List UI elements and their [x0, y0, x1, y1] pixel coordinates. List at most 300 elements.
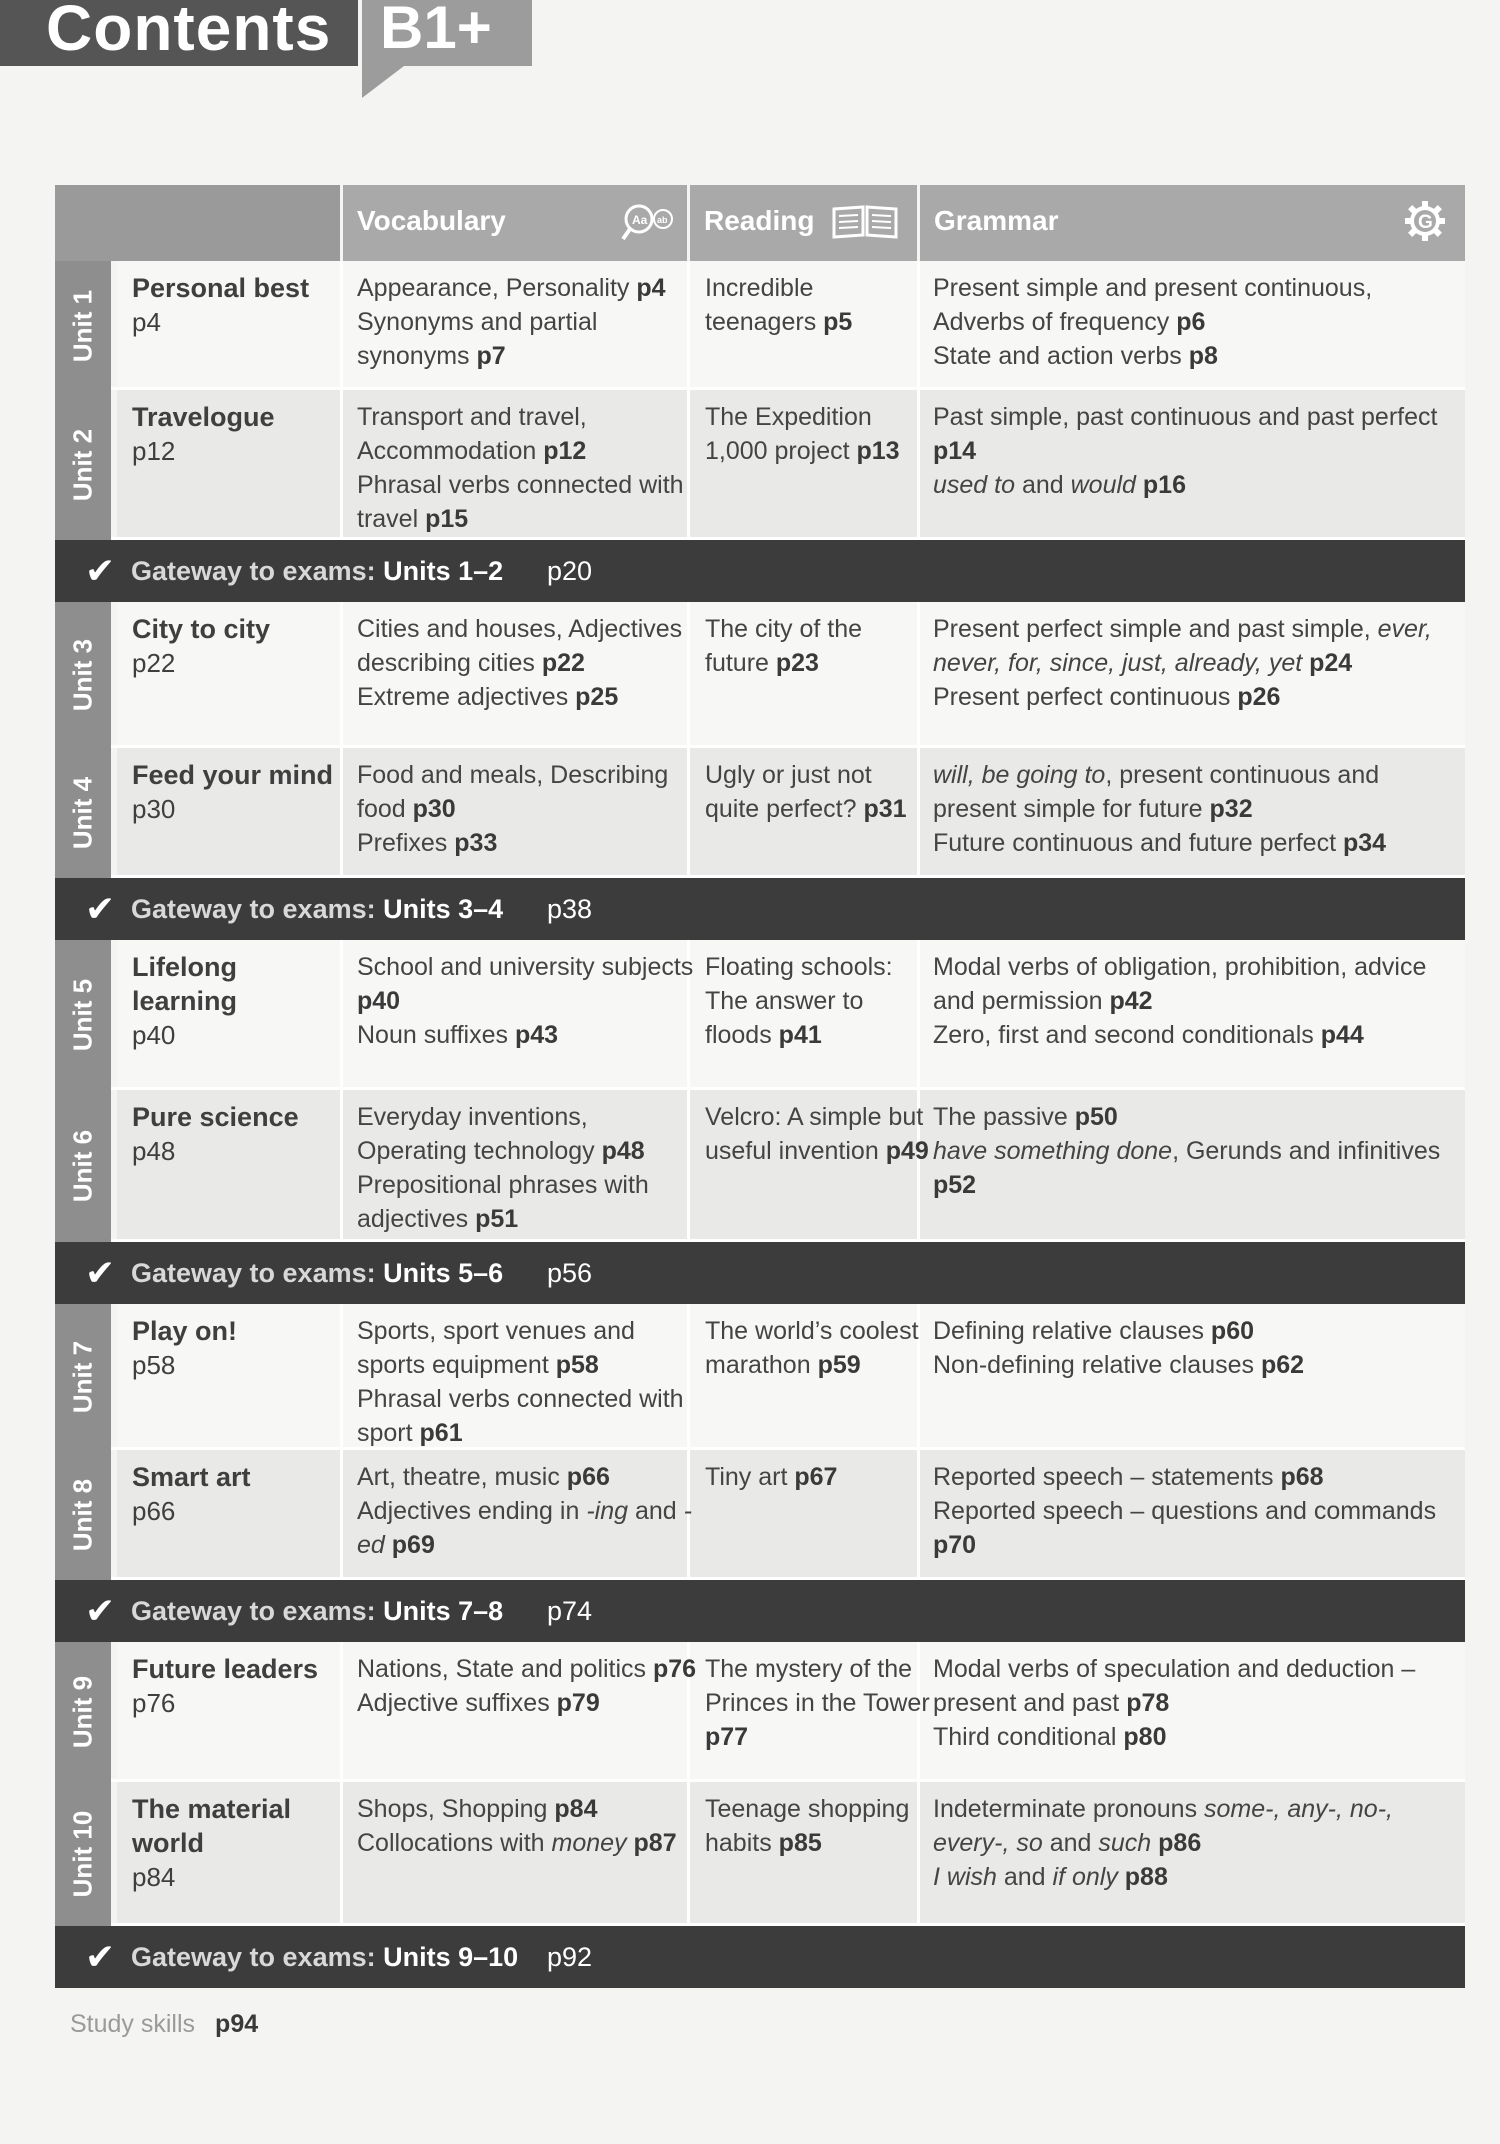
entry-text: Appearance, Personality	[357, 274, 637, 302]
page-reference: p14	[933, 437, 977, 465]
entry-text: Present perfect continuous	[933, 683, 1238, 711]
page-reference: p68	[1280, 1463, 1324, 1491]
page-reference: p50	[1074, 1103, 1118, 1131]
entry-text: Prepositional phrases with adjectives	[357, 1171, 649, 1233]
vocabulary-cell	[357, 1792, 697, 1860]
unit-page: p30	[132, 794, 176, 824]
book-icon	[830, 199, 900, 243]
entry-text: Incredible teenagers	[705, 274, 824, 336]
page-reference: p33	[454, 829, 498, 857]
unit-row	[55, 1450, 1465, 1580]
page-reference: p85	[778, 1829, 822, 1857]
unit-row	[55, 748, 1465, 878]
page-reference: p23	[775, 649, 819, 677]
entry-text: Transport and travel, Accommodation	[357, 403, 587, 465]
entry-line	[933, 950, 1458, 1018]
page-reference: p7	[476, 342, 506, 370]
entry-text: I wish	[933, 1863, 997, 1891]
entry-text: Reported speech – questions and commands	[933, 1497, 1437, 1525]
svg-text:Aa: Aa	[632, 213, 648, 227]
entry-text: and	[996, 1863, 1053, 1891]
entry-text: Defining relative clauses	[933, 1317, 1211, 1345]
entry-line	[705, 1314, 930, 1382]
page-reference: p12	[543, 437, 587, 465]
entry-line	[357, 1314, 697, 1382]
entry-line	[933, 1652, 1458, 1720]
unit-tab	[55, 940, 111, 1090]
entry-text: Art, theatre, music	[357, 1463, 567, 1491]
entry-text: have something done	[933, 1137, 1173, 1165]
vocabulary-cell	[357, 612, 697, 714]
check-icon: ✔	[85, 1936, 116, 1977]
entry-text: Sports, sport venues and sports equipment	[357, 1317, 635, 1379]
unit-title-cell	[132, 271, 337, 339]
page-reference: p31	[863, 795, 907, 823]
entry-text: Noun suffixes	[357, 1021, 515, 1049]
entry-line	[357, 826, 697, 860]
unit-name: Play on!	[132, 1316, 238, 1346]
entry-line	[357, 468, 697, 536]
column-header-reading-label: Reading	[704, 205, 815, 236]
entry-line	[933, 1348, 1458, 1382]
entry-text: Food and meals, Describing food	[357, 761, 669, 823]
reading-cell	[705, 1314, 930, 1382]
entry-line	[933, 1494, 1458, 1562]
entry-text: would	[1070, 471, 1136, 499]
gateway-page: p20	[547, 556, 593, 586]
page-reference: p4	[636, 274, 666, 302]
unit-page: p66	[132, 1496, 176, 1526]
gateway-label	[131, 1580, 503, 1642]
unit-title-cell	[132, 1792, 337, 1894]
entry-text: The Expedition 1,000 project	[705, 403, 872, 465]
gateway-to-exams-bar	[55, 1926, 1465, 1988]
page-reference: p61	[419, 1419, 463, 1447]
unit-tab	[55, 390, 111, 540]
reading-cell	[705, 612, 930, 680]
entry-text: Adjective suffixes	[357, 1689, 557, 1717]
reading-cell	[705, 1792, 930, 1860]
entry-text: Present perfect simple and past simple,	[933, 615, 1378, 643]
gateway-to-exams-bar	[55, 1242, 1465, 1304]
entry-line	[933, 468, 1458, 502]
entry-text: Shops, Shopping	[357, 1795, 555, 1823]
unit-tab	[55, 1782, 111, 1926]
unit-page: p12	[132, 436, 176, 466]
unit-page: p4	[132, 307, 161, 337]
vocabulary-cell	[357, 950, 697, 1052]
page-reference: p48	[601, 1137, 645, 1165]
page-reference: p66	[566, 1463, 610, 1491]
grammar-cell	[933, 950, 1458, 1052]
entry-text: Future continuous and future perfect	[933, 829, 1343, 857]
unit-title-cell	[132, 612, 337, 680]
entry-text: Present simple and present continuous, Adverbs of frequency	[933, 274, 1373, 336]
entry-line	[933, 612, 1458, 680]
gateway-label-text: Gateway to exams:	[131, 556, 384, 586]
entry-line	[933, 1720, 1458, 1754]
gateway-units: Units 5–6	[383, 1258, 504, 1288]
page-reference: p78	[1126, 1689, 1170, 1717]
entry-text: Non-defining relative clauses	[933, 1351, 1261, 1379]
column-divider	[340, 940, 343, 1090]
reading-cell	[705, 400, 930, 468]
gateway-label	[131, 540, 503, 602]
entry-text: The world’s coolest marathon	[705, 1317, 919, 1379]
unit-tab-label: Unit 10	[67, 1810, 98, 1898]
column-divider	[340, 748, 343, 878]
entry-text: will, be going to	[933, 761, 1106, 789]
svg-text:ab: ab	[657, 215, 668, 225]
study-skills-page: p94	[215, 2010, 259, 2038]
page-reference: p77	[705, 1723, 749, 1751]
entry-line	[357, 950, 697, 1018]
entry-line	[357, 1652, 697, 1686]
entry-text: -ed	[357, 1497, 692, 1559]
check-icon: ✔	[85, 888, 116, 929]
gateway-page: p38	[547, 894, 593, 924]
unit-tab-label: Unit 6	[67, 1129, 98, 1203]
vocabulary-cell	[357, 1314, 697, 1450]
entry-text: money	[551, 1829, 627, 1857]
unit-tab	[55, 1304, 111, 1450]
gateway-to-exams-bar	[55, 1580, 1465, 1642]
entry-text: used to	[933, 471, 1016, 499]
level-label: B1+	[380, 0, 492, 61]
page-reference: p49	[885, 1137, 929, 1165]
entry-line	[357, 400, 697, 468]
column-header-reading	[690, 185, 917, 261]
gateway-label-text: Gateway to exams:	[131, 1942, 384, 1972]
unit-row	[55, 390, 1465, 540]
page-reference: p44	[1320, 1021, 1364, 1049]
entry-text: Extreme adjectives	[357, 683, 576, 711]
unit-tab-label: Unit 3	[67, 638, 98, 712]
page-reference: p13	[856, 437, 900, 465]
grammar-cell	[933, 271, 1458, 373]
unit-tab-label: Unit 9	[67, 1675, 98, 1749]
entry-text: Phrasal verbs connected with travel	[357, 471, 684, 533]
entry-text: , present continuous and present simple for future	[933, 761, 1380, 823]
page-reference: p80	[1123, 1723, 1167, 1751]
entry-line	[357, 1826, 697, 1860]
entry-text: and	[1042, 1829, 1099, 1857]
entry-line	[933, 1792, 1458, 1860]
entry-text	[1136, 471, 1143, 499]
gateway-units: Units 9–10	[383, 1942, 519, 1972]
column-divider	[340, 1304, 343, 1450]
unit-title-cell	[132, 1100, 337, 1168]
entry-line	[357, 758, 697, 826]
svg-text:G: G	[1418, 212, 1433, 233]
grammar-cell	[933, 1100, 1458, 1202]
page-reference: p25	[575, 683, 619, 711]
unit-row	[55, 1782, 1465, 1926]
column-divider	[340, 1642, 343, 1782]
entry-text: ever, never, for, since, just, already, yet	[933, 615, 1432, 677]
grammar-cell	[933, 612, 1458, 714]
entry-line	[357, 1100, 697, 1168]
unit-name: Future leaders	[132, 1654, 319, 1684]
entry-text	[385, 1531, 392, 1559]
entry-text: Adjectives ending in	[357, 1497, 587, 1525]
entry-line	[357, 271, 697, 305]
vocabulary-cell	[357, 1100, 697, 1236]
unit-tab-label: Unit 7	[67, 1340, 98, 1414]
entry-text: Reported speech – statements	[933, 1463, 1281, 1491]
entry-text: Modal verbs of speculation and deduction – present and past	[933, 1655, 1416, 1717]
entry-text: The mystery of the Princes in the Tower	[705, 1655, 930, 1717]
gateway-label-text: Gateway to exams:	[131, 1258, 384, 1288]
entry-text: State and action verbs	[933, 342, 1189, 370]
entry-text: and	[628, 1497, 684, 1525]
gateway-label-text: Gateway to exams:	[131, 1596, 384, 1626]
unit-page: p84	[132, 1862, 176, 1892]
unit-page: p58	[132, 1350, 176, 1380]
page-title: Contents	[46, 0, 332, 64]
gateway-to-exams-bar	[55, 540, 1465, 602]
unit-page: p76	[132, 1688, 176, 1718]
entry-text: Velcro: A simple but useful invention	[705, 1103, 924, 1165]
entry-line	[357, 1792, 697, 1826]
entry-line	[357, 1018, 697, 1052]
entry-line	[933, 1314, 1458, 1348]
unit-row	[55, 1642, 1465, 1782]
gateway-page: p74	[547, 1596, 593, 1626]
page-reference: p76	[653, 1655, 697, 1683]
column-divider	[340, 261, 343, 390]
entry-text: Ugly or just not quite perfect?	[705, 761, 872, 823]
page-reference: p60	[1210, 1317, 1255, 1345]
column-divider	[340, 1782, 343, 1926]
unit-tab	[55, 1450, 111, 1580]
unit-row	[55, 602, 1465, 748]
page-reference: p67	[794, 1463, 838, 1491]
page-reference: p42	[1109, 987, 1153, 1015]
page-reference: p52	[933, 1171, 977, 1199]
entry-line	[705, 1792, 930, 1860]
entry-text	[627, 1829, 634, 1857]
entry-line	[933, 1134, 1458, 1202]
grammar-cell	[933, 1460, 1458, 1562]
entry-line	[705, 612, 930, 680]
column-divider	[340, 1450, 343, 1580]
page-reference: p15	[425, 505, 469, 533]
page-reference: p24	[1309, 649, 1353, 677]
page-reference: p41	[778, 1021, 822, 1049]
page-reference: p30	[412, 795, 456, 823]
entry-text: Past simple, past continuous and past perfect	[933, 403, 1438, 431]
entry-text: Cities and houses, Adjectives describing cities	[357, 615, 683, 677]
gateway-units: Units 7–8	[383, 1596, 504, 1626]
vocabulary-cell	[357, 758, 697, 860]
grammar-cell	[933, 1314, 1458, 1382]
entry-text: -ing	[586, 1497, 628, 1525]
unit-tab-label: Unit 1	[67, 289, 98, 362]
page-reference: p51	[475, 1205, 519, 1233]
unit-tab-label: Unit 2	[67, 428, 98, 502]
entry-text: and	[1015, 471, 1071, 499]
vocabulary-cell	[357, 1460, 697, 1562]
unit-name: Travelogue	[132, 402, 275, 432]
entry-line	[933, 1018, 1458, 1052]
entry-line	[933, 1100, 1458, 1134]
entry-text: Nations, State and politics	[357, 1655, 653, 1683]
entry-text: Everyday inventions, Operating technology	[357, 1103, 602, 1165]
column-header-vocabulary	[343, 185, 687, 261]
unit-tab-label: Unit 8	[67, 1478, 98, 1552]
column-header-blank	[55, 185, 340, 261]
page-reference: p87	[633, 1829, 677, 1857]
unit-row	[55, 940, 1465, 1090]
entry-text: Tiny art	[705, 1463, 795, 1491]
unit-title-cell	[132, 758, 337, 826]
unit-row	[55, 261, 1465, 390]
reading-cell	[705, 758, 930, 826]
page-reference: p69	[391, 1531, 435, 1559]
entry-text	[1118, 1863, 1125, 1891]
entry-text: Teenage shopping habits	[705, 1795, 910, 1857]
entry-text: Collocations with	[357, 1829, 552, 1857]
unit-tab	[55, 748, 111, 878]
unit-name: Personal best	[132, 273, 310, 303]
page-reference: p6	[1176, 308, 1206, 336]
entry-text: Modal verbs of obligation, prohibition, advice and permission	[933, 953, 1427, 1015]
page-reference: p5	[823, 308, 853, 336]
page-reference: p34	[1342, 829, 1387, 857]
entry-line	[357, 612, 697, 680]
reading-cell	[705, 950, 930, 1052]
entry-text: Floating schools: The answer to floods	[705, 953, 893, 1049]
gateway-label	[131, 1926, 518, 1988]
unit-name: The material world	[132, 1794, 292, 1858]
page-reference: p70	[933, 1531, 977, 1559]
magnifier-icon	[621, 199, 677, 243]
vocabulary-cell	[357, 400, 697, 536]
entry-line	[933, 1460, 1458, 1494]
column-header-vocabulary-label: Vocabulary	[357, 205, 506, 236]
unit-name: Lifelong learning	[132, 952, 238, 1016]
entry-line	[357, 305, 697, 373]
reading-cell	[705, 1460, 930, 1494]
gateway-label-text: Gateway to exams:	[131, 894, 384, 924]
entry-text: The city of the future	[705, 615, 863, 677]
unit-tab-label: Unit 5	[67, 978, 98, 1052]
entry-line	[705, 1460, 930, 1494]
unit-name: Pure science	[132, 1102, 299, 1132]
unit-tab-label: Unit 4	[67, 776, 98, 850]
study-skills-label: Study skills	[70, 2010, 196, 2038]
page-reference: p22	[541, 649, 585, 677]
page-reference: p59	[817, 1351, 861, 1379]
gateway-label	[131, 878, 503, 940]
reading-cell	[705, 1100, 930, 1168]
page-reference: p16	[1142, 471, 1186, 499]
unit-page: p48	[132, 1136, 176, 1166]
unit-tab	[55, 602, 111, 748]
entry-text: if only	[1052, 1863, 1118, 1891]
page-reference: p62	[1260, 1351, 1305, 1379]
entry-line	[705, 758, 930, 826]
check-icon: ✔	[85, 550, 116, 591]
page-reference: p88	[1124, 1863, 1168, 1891]
column-divider	[340, 390, 343, 540]
check-icon: ✔	[85, 1252, 116, 1293]
entry-line	[933, 758, 1458, 826]
column-divider	[340, 1090, 343, 1242]
entry-line	[357, 1168, 697, 1236]
page-reference: p43	[514, 1021, 559, 1049]
entry-line	[357, 1686, 697, 1720]
gateway-units: Units 1–2	[383, 556, 504, 586]
grammar-cell	[933, 1792, 1458, 1894]
page-reference: p58	[555, 1351, 599, 1379]
entry-line	[933, 826, 1458, 860]
entry-line	[705, 950, 930, 1052]
unit-title-cell	[132, 1314, 337, 1382]
entry-line	[705, 1652, 930, 1754]
entry-text: Third conditional	[933, 1723, 1124, 1751]
check-icon: ✔	[85, 1590, 116, 1631]
unit-tab	[55, 1090, 111, 1242]
grammar-cell	[933, 400, 1458, 502]
entry-line	[933, 400, 1458, 468]
entry-text: Indeterminate pronouns	[933, 1795, 1205, 1823]
entry-text: some-, any-, no-, every-, so	[933, 1795, 1393, 1857]
unit-title-cell	[132, 1652, 337, 1720]
entry-text: Zero, first and second conditionals	[933, 1021, 1321, 1049]
gateway-page: p92	[547, 1942, 593, 1972]
entry-line	[933, 680, 1458, 714]
entry-line	[357, 1460, 697, 1494]
unit-name: City to city	[132, 614, 271, 644]
unit-page: p40	[132, 1020, 176, 1050]
entry-line	[357, 1494, 697, 1562]
unit-title-cell	[132, 1460, 337, 1528]
reading-cell	[705, 271, 930, 339]
page-reference: p79	[556, 1689, 600, 1717]
unit-tab	[55, 261, 111, 390]
entry-text: Prefixes	[357, 829, 455, 857]
unit-row	[55, 1090, 1465, 1242]
entry-line	[357, 680, 697, 714]
page-reference: p86	[1158, 1829, 1202, 1857]
entry-line	[705, 271, 930, 339]
gear-g-icon	[1400, 199, 1450, 243]
gateway-to-exams-bar	[55, 878, 1465, 940]
unit-title-cell	[132, 950, 337, 1052]
page-reference: p8	[1188, 342, 1218, 370]
entry-text: , Gerunds and infinitives	[1172, 1137, 1441, 1165]
unit-page: p22	[132, 648, 176, 678]
unit-tab	[55, 1642, 111, 1782]
column-header-grammar-label: Grammar	[934, 205, 1059, 236]
unit-row	[55, 1304, 1465, 1450]
entry-line	[933, 271, 1458, 339]
page-reference: p26	[1237, 683, 1281, 711]
entry-line	[933, 1860, 1458, 1894]
grammar-cell	[933, 1652, 1458, 1754]
page-reference: p40	[357, 987, 401, 1015]
grammar-cell	[933, 758, 1458, 860]
vocabulary-cell	[357, 271, 697, 373]
entry-text: such	[1098, 1829, 1152, 1857]
study-skills	[70, 2010, 258, 2039]
unit-title-cell	[132, 400, 337, 468]
vocabulary-cell	[357, 1652, 697, 1720]
unit-name: Feed your mind	[132, 760, 334, 790]
entry-text: The passive	[933, 1103, 1075, 1131]
